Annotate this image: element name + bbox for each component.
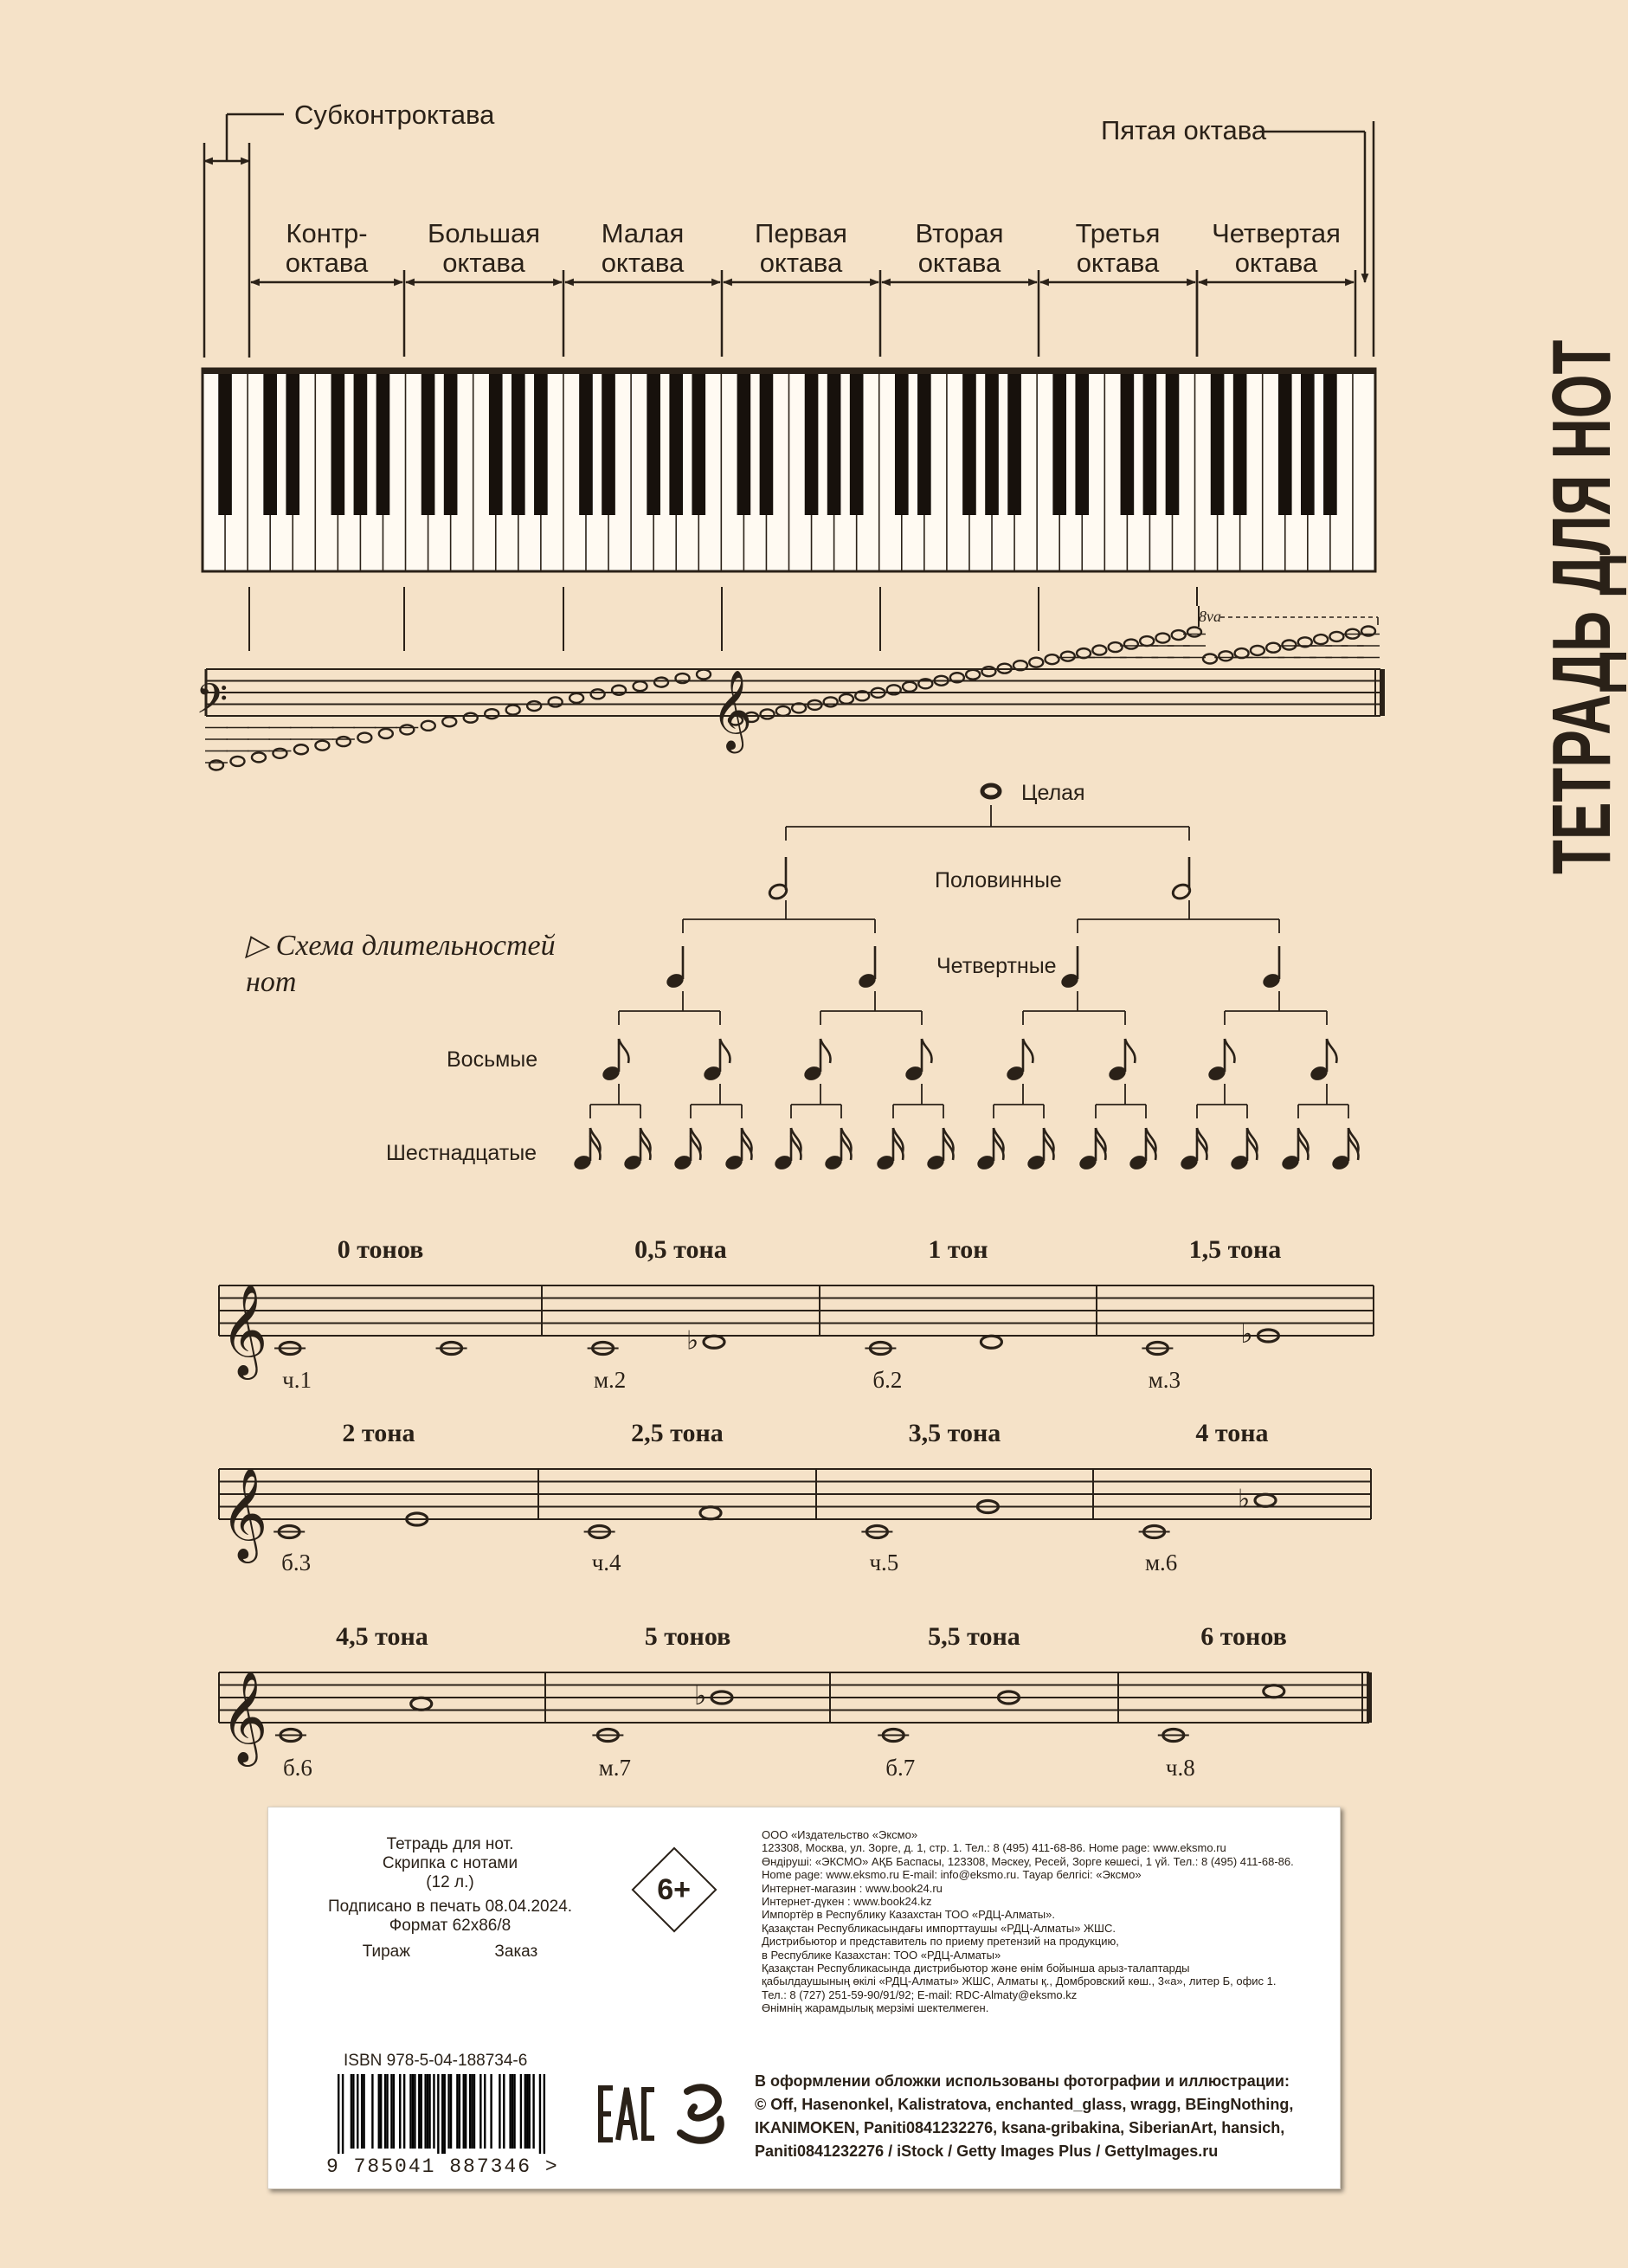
- barcode-bar: [490, 2074, 492, 2149]
- flat-sign-icon: ♭: [693, 1681, 707, 1711]
- interval-name-label: м.3: [1148, 1367, 1181, 1393]
- barcode-bar: [371, 2074, 373, 2149]
- flat-sign-icon: ♭: [1238, 1484, 1251, 1515]
- product-format: Формат 62x86/8: [389, 1917, 512, 1935]
- note-flag: [1146, 1136, 1155, 1160]
- interval-name-label: м.7: [598, 1755, 632, 1781]
- whole-note-icon: [982, 785, 1000, 797]
- interval-name-label: ч.1: [282, 1367, 312, 1393]
- interval-tones-label: 5,5 тона: [928, 1622, 1020, 1651]
- barcode-bar: [384, 2074, 386, 2149]
- range-note-head: [840, 694, 853, 704]
- barcode-bar: [499, 2074, 500, 2149]
- sixteenth-note-icon: [925, 1128, 954, 1172]
- barcode-bar: [544, 2074, 545, 2154]
- black-key: [331, 369, 345, 515]
- black-key: [895, 369, 909, 515]
- sixteenth-note-icon: [622, 1128, 651, 1172]
- octave-label-line2: октава: [1076, 248, 1160, 278]
- range-note-head: [761, 709, 775, 718]
- note-flag: [1023, 1039, 1033, 1063]
- barcode-bar: [513, 2074, 515, 2149]
- octave-label-line2: октава: [759, 248, 843, 278]
- interval-name-label: б.2: [872, 1367, 903, 1393]
- half-notes-label: Половинные: [935, 868, 1062, 892]
- note-flag: [820, 1039, 830, 1063]
- interval-tones-label: 1 тон: [928, 1235, 988, 1264]
- interval-tones-label: 2,5 тона: [631, 1419, 724, 1447]
- barcode-bar: [399, 2074, 401, 2149]
- interval-tones-label: 4,5 тона: [336, 1622, 428, 1651]
- black-key: [917, 369, 931, 515]
- legal-line: 123308, Москва, ул. Зорге, д. 1, стр. 1. Тел.: 8 (495) 411-68-86. Home page: www.eksmo.ru: [762, 1841, 1226, 1855]
- barcode-bar: [471, 2074, 473, 2149]
- black-key: [985, 369, 999, 515]
- range-note-head: [1061, 652, 1075, 661]
- range-note-head: [824, 697, 838, 706]
- credit-line: В оформлении обложки использованы фотографии и иллюстрации:: [755, 2072, 1290, 2090]
- range-note-head: [294, 744, 308, 754]
- product-sheets: (12 л.): [426, 1873, 474, 1891]
- black-key: [286, 369, 299, 515]
- barcode-bar: [473, 2074, 475, 2149]
- range-note-head: [1077, 648, 1091, 658]
- eighth-note-icon: [1005, 1039, 1033, 1083]
- eac-certification-icon: [597, 2083, 658, 2145]
- half-note-icon: [768, 857, 788, 901]
- range-note-head: [1046, 654, 1059, 664]
- octave-label-line2: октава: [601, 248, 685, 278]
- note-flag: [640, 1136, 650, 1160]
- piano-keyboard: [203, 369, 1375, 571]
- interval-name-label: ч.5: [869, 1550, 899, 1575]
- range-note-head: [1283, 641, 1297, 650]
- note-flag: [1096, 1136, 1105, 1160]
- black-key: [421, 369, 435, 515]
- barcode-bar: [447, 2074, 449, 2149]
- note-flag: [791, 1136, 801, 1160]
- note-flag: [1327, 1039, 1336, 1063]
- black-key: [1007, 369, 1021, 515]
- cover-credits: [755, 2070, 1326, 2163]
- sixteenth-note-icon: [672, 1128, 701, 1172]
- black-key: [1233, 369, 1247, 515]
- barcode-bar: [459, 2074, 460, 2149]
- intervals-section: [219, 1235, 1374, 1781]
- octave-label-line1: Малая: [601, 218, 685, 248]
- black-key: [444, 369, 458, 515]
- legal-line: Тел.: 8 (727) 251-59-90/91/92; E-mail: RDC-Almaty@eksmo.kz: [762, 1988, 1078, 2001]
- range-note-head: [634, 681, 647, 691]
- legal-line: в Республике Казахстан: ТОО «РДЦ-Алматы»: [762, 1948, 1001, 1962]
- range-note-head: [315, 741, 329, 751]
- sixteenth-notes-label: Шестнадцатые: [386, 1141, 537, 1165]
- whole-note-label: Целая: [1021, 781, 1085, 805]
- publisher-legal-text: [762, 1828, 1316, 2015]
- range-note-head: [230, 757, 244, 766]
- barcode-bar: [342, 2074, 344, 2154]
- sixteenth-note-icon: [975, 1128, 1004, 1172]
- order-label: Заказ: [494, 1943, 538, 1961]
- eksmo-logo-icon: [675, 2081, 729, 2150]
- range-note-head: [966, 670, 980, 680]
- note-flag: [1125, 1039, 1135, 1063]
- barcode-bar: [409, 2074, 411, 2149]
- barcode-bar: [463, 2074, 465, 2149]
- range-note-head: [1187, 628, 1201, 637]
- octave-label-line2: октава: [917, 248, 1001, 278]
- range-note-head: [569, 693, 583, 703]
- sixteenth-note-icon: [1179, 1128, 1207, 1172]
- black-key: [1052, 369, 1066, 515]
- black-key: [669, 369, 683, 515]
- note-flag: [1044, 1136, 1053, 1160]
- range-note-head: [1172, 630, 1186, 640]
- sixteenth-note-icon: [1280, 1128, 1309, 1172]
- whole-note-head: [704, 1336, 724, 1348]
- sixteenth-note-icon: [1078, 1128, 1106, 1172]
- barcode-bar: [433, 2074, 434, 2149]
- black-key: [1278, 369, 1292, 515]
- range-note-head: [421, 721, 435, 731]
- sixteenth-note-icon: [823, 1128, 852, 1172]
- black-key: [827, 369, 841, 515]
- black-key: [489, 369, 503, 515]
- range-note-head: [357, 733, 371, 743]
- range-note-head: [1203, 654, 1217, 664]
- range-note-head: [612, 686, 626, 695]
- interval-name-label: б.6: [282, 1755, 312, 1781]
- eighth-note-icon: [802, 1039, 831, 1083]
- note-duration-tree: [572, 785, 1359, 1172]
- barcode-bar: [484, 2074, 486, 2149]
- product-info: [320, 1835, 580, 1962]
- bass-clef-icon: 𝄢: [196, 674, 228, 733]
- note-flag: [590, 1136, 600, 1160]
- black-key: [602, 369, 615, 515]
- flat-sign-icon: ♭: [686, 1325, 699, 1356]
- quarter-note-icon: [1059, 946, 1080, 990]
- octave-label-line1: Вторая: [915, 218, 1004, 248]
- sixteenth-note-icon: [1330, 1128, 1359, 1172]
- range-note-head: [1155, 634, 1169, 643]
- range-note-head: [1029, 658, 1043, 667]
- note-flag: [1225, 1039, 1234, 1063]
- note-flag: [994, 1136, 1003, 1160]
- interval-row: [219, 1419, 1371, 1575]
- barcode-bar: [524, 2074, 526, 2149]
- barcode-bar: [427, 2074, 428, 2149]
- black-key: [962, 369, 976, 515]
- note-flag: [619, 1039, 628, 1063]
- product-title: Тетрадь для нот.: [386, 1835, 514, 1853]
- interval-row: [219, 1235, 1374, 1393]
- black-key: [760, 369, 774, 515]
- black-key: [1211, 369, 1225, 515]
- black-key: [1301, 369, 1315, 515]
- barcode-digits: 9 785041 887346 >: [326, 2155, 559, 2178]
- interval-name-label: м.2: [593, 1367, 627, 1393]
- barcode-bar: [529, 2074, 531, 2149]
- barcode-bar: [479, 2074, 481, 2149]
- signed-date: Подписано в печать 08.04.2024.: [327, 1898, 573, 1916]
- product-subtitle: Скрипка с нотами: [382, 1854, 518, 1872]
- barcode-bar: [363, 2074, 364, 2149]
- eighth-note-icon: [1207, 1039, 1235, 1083]
- legal-line: Интернет-магазин : www.book24.ru: [762, 1881, 943, 1895]
- octave-label-line1: Четвертая: [1212, 218, 1341, 248]
- ottava-mark: 8va: [1199, 608, 1221, 625]
- barcode-bar: [414, 2074, 415, 2149]
- range-note-head: [1109, 642, 1123, 652]
- barcode-bar: [418, 2074, 420, 2149]
- sixteenth-note-icon: [1128, 1128, 1156, 1172]
- black-key: [737, 369, 751, 515]
- range-note-head: [506, 706, 520, 715]
- eighth-note-icon: [1309, 1039, 1337, 1083]
- range-note-head: [1140, 636, 1154, 646]
- range-note-head: [485, 709, 499, 718]
- credit-line: Paniti0841232276 / iStock / Getty Images Plus / GettyImages.ru: [755, 2142, 1219, 2160]
- sixteenth-note-icon: [572, 1128, 601, 1172]
- black-key: [1323, 369, 1337, 515]
- whole-note-head: [411, 1698, 432, 1710]
- barcode-bar: [450, 2074, 452, 2149]
- sixteenth-note-icon: [1026, 1128, 1054, 1172]
- barcode-bar: [338, 2074, 339, 2154]
- interval-tones-label: 0 тонов: [337, 1235, 424, 1264]
- barcode-bar: [469, 2074, 471, 2149]
- eighth-note-icon: [1107, 1039, 1136, 1083]
- octave-label-line2: октава: [1234, 248, 1318, 278]
- barcode-bar: [352, 2074, 354, 2149]
- half-note-icon: [1171, 857, 1192, 901]
- range-note-head: [400, 725, 414, 734]
- note-flag: [943, 1136, 953, 1160]
- barcode-bar: [386, 2074, 388, 2149]
- barcode-bar: [428, 2074, 430, 2149]
- black-key: [263, 369, 277, 515]
- black-key: [647, 369, 660, 515]
- range-note-head: [1124, 640, 1138, 649]
- legal-line: Интернет-дүкен : www.book24.kz: [762, 1895, 932, 1909]
- octave-label-line1: Контр-: [286, 218, 368, 248]
- note-flag: [1247, 1136, 1257, 1160]
- interval-tones-label: 2 тона: [342, 1419, 415, 1447]
- black-key: [1143, 369, 1157, 515]
- range-note-head: [1329, 632, 1343, 641]
- barcode: [338, 2074, 554, 2154]
- black-key: [354, 369, 368, 515]
- black-key: [850, 369, 864, 515]
- sixteenth-note-icon: [724, 1128, 752, 1172]
- barcode-bar: [532, 2074, 534, 2149]
- age-rating-badge: 6+: [632, 1847, 717, 1933]
- duration-scheme-caption: ▷ Схема длительностей нот: [246, 930, 556, 998]
- barcode-bar: [424, 2074, 426, 2149]
- barcode-bar: [456, 2074, 458, 2149]
- barcode-bar: [361, 2074, 363, 2149]
- barcode-bar: [465, 2074, 467, 2149]
- barcode-bar: [412, 2074, 414, 2149]
- barcode-bar: [509, 2074, 511, 2149]
- barcode-bar: [351, 2074, 352, 2149]
- flat-sign-icon: ♭: [1240, 1319, 1253, 1350]
- octave-label-line1: Большая: [427, 218, 541, 248]
- legal-line: Дистрибьютор и представитель по приему претензий на продукцию,: [762, 1935, 1119, 1949]
- legal-line: Қазақстан Республикасындағы импорттаушы «РДЦ-Алматы» ЖШС.: [762, 1921, 1116, 1935]
- interval-name-label: б.3: [281, 1550, 312, 1575]
- octave-label-line1: Первая: [755, 218, 847, 248]
- interval-tones-label: 3,5 тона: [908, 1419, 1001, 1447]
- barcode-bar: [520, 2074, 522, 2149]
- range-note-head: [527, 701, 541, 711]
- eighth-note-icon: [702, 1039, 730, 1083]
- fifth-octave-label: Пятая октава: [1101, 115, 1267, 145]
- barcode-bar: [403, 2074, 405, 2149]
- whole-note-head: [700, 1507, 721, 1519]
- black-key: [1075, 369, 1089, 515]
- barcode-bar: [539, 2074, 541, 2154]
- barcode-bar: [441, 2074, 443, 2154]
- triangle-bullet-icon: ▷: [246, 930, 276, 962]
- black-key: [692, 369, 705, 515]
- eighth-notes-label: Восьмые: [447, 1047, 538, 1072]
- barcode-bar: [526, 2074, 528, 2149]
- barcode-bar: [380, 2074, 382, 2149]
- interval-name-label: ч.8: [1165, 1755, 1195, 1781]
- note-flag: [1348, 1136, 1358, 1160]
- interval-name-label: б.7: [885, 1755, 916, 1781]
- sixteenth-note-icon: [875, 1128, 904, 1172]
- range-note-head: [273, 749, 286, 758]
- barcode-bar: [437, 2074, 439, 2154]
- imprint-box: [267, 1807, 1341, 2189]
- isbn-number: ISBN 978-5-04-188734-6: [344, 2052, 528, 2070]
- interval-tones-label: 5 тонов: [644, 1622, 731, 1651]
- range-note-head: [442, 717, 456, 726]
- range-note-head: [1235, 648, 1249, 658]
- eighth-note-icon: [601, 1039, 629, 1083]
- legal-line: Өндіруші: «ЭКСМО» АҚБ Баспасы, 123308, Мәскеу, Ресей, Зорге көшесі, 1 үй. Тел.: 8 (495) 411-68-86.: [762, 1854, 1294, 1868]
- range-note-head: [1314, 635, 1328, 644]
- treble-clef-icon: 𝄞: [221, 1283, 268, 1376]
- note-flag: [841, 1136, 851, 1160]
- range-note-head: [549, 697, 563, 706]
- note-flag: [1298, 1136, 1308, 1160]
- interval-name-label: м.6: [1144, 1550, 1178, 1575]
- black-key: [218, 369, 232, 515]
- credit-line: IKANIMOKEN, Paniti0841232276, ksana-gribakina, SiberianArt, hansich,: [755, 2119, 1285, 2136]
- range-note-head: [379, 729, 393, 738]
- interval-name-label: ч.4: [591, 1550, 621, 1575]
- legal-line: Өнімнің жарамдылық мерзімі шектелмеген.: [762, 2001, 989, 2015]
- octave-label-line2: октава: [285, 248, 369, 278]
- quarter-note-icon: [1261, 946, 1282, 990]
- treble-clef-icon: 𝄞: [711, 669, 753, 750]
- range-note-head: [337, 737, 351, 746]
- note-flag: [922, 1039, 931, 1063]
- quarter-notes-label: Четвертные: [936, 954, 1057, 978]
- barcode-bar: [378, 2074, 380, 2149]
- black-key: [512, 369, 525, 515]
- quarter-note-icon: [665, 946, 685, 990]
- black-key: [534, 369, 548, 515]
- sixteenth-note-icon: [1229, 1128, 1258, 1172]
- treble-clef-icon: 𝄞: [221, 1466, 268, 1559]
- whole-note-head: [981, 1336, 1001, 1348]
- whole-note-head: [1255, 1494, 1276, 1506]
- legal-line: қабылдаушының өкілі «РДЦ-Алматы» ЖШС, Алматы қ., Домбровский көш., 3«а», литер Б, офис 1.: [762, 1975, 1277, 1988]
- barcode-bar: [444, 2074, 446, 2154]
- interval-tones-label: 4 тона: [1195, 1419, 1269, 1447]
- note-flag: [720, 1039, 730, 1063]
- sixteenth-note-icon: [773, 1128, 801, 1172]
- treble-clef-icon: 𝄞: [221, 1670, 268, 1762]
- barcode-bar: [503, 2074, 505, 2149]
- range-note-head: [464, 713, 478, 723]
- legal-line: Импортёр в Республику Казахстан ТОО «РДЦ-Алматы».: [762, 1908, 1055, 1922]
- interval-tones-label: 6 тонов: [1200, 1622, 1287, 1651]
- range-note-head: [209, 761, 223, 770]
- credit-line: © Off, Hasenonkel, Kalistratova, enchanted_glass, wragg, BEingNothing,: [755, 2096, 1294, 2113]
- range-note-head: [1092, 646, 1106, 655]
- subcontra-octave-label: Субконтроктава: [294, 100, 495, 130]
- black-key: [1166, 369, 1180, 515]
- interval-tones-label: 0,5 тона: [634, 1235, 727, 1264]
- interval-tones-label: 1,5 тона: [1188, 1235, 1282, 1264]
- range-note-head: [591, 689, 605, 699]
- legal-line: Қазақстан Республикасында дистрибьютор және өнім бойынша арыз-талаптарды: [762, 1962, 1190, 1975]
- legal-line: Home page: www.eksmo.ru E-mail: info@eksmo.ru. Тауар белгісі: «Эксмо»: [762, 1868, 1142, 1882]
- octave-label-line1: Третья: [1075, 218, 1161, 248]
- octave-labels: [286, 218, 1341, 278]
- note-flag: [893, 1136, 903, 1160]
- legal-line: ООО «Издательство «Эксмо»: [762, 1828, 918, 1841]
- quarter-note-icon: [857, 946, 878, 990]
- note-flag: [691, 1136, 700, 1160]
- range-note-head: [776, 706, 790, 716]
- range-note-head: [1266, 643, 1280, 653]
- black-key: [805, 369, 819, 515]
- barcode-bar: [357, 2074, 358, 2149]
- spine-title: ТЕТРАДЬ ДЛЯ НОТ: [1535, 339, 1628, 874]
- barcode-bar: [421, 2074, 422, 2149]
- eighth-note-icon: [904, 1039, 932, 1083]
- black-key: [376, 369, 390, 515]
- whole-note-head: [1264, 1685, 1284, 1698]
- range-note-head: [654, 678, 668, 687]
- barcode-bar: [390, 2074, 392, 2149]
- range-note-head: [981, 667, 995, 676]
- range-note-head: [1251, 646, 1264, 655]
- octave-label-line2: октава: [442, 248, 525, 278]
- print-run-label: Тираж: [362, 1943, 410, 1961]
- range-note-head: [697, 670, 711, 680]
- black-key: [579, 369, 593, 515]
- barcode-bar: [393, 2074, 395, 2149]
- barcode-bar: [512, 2074, 513, 2149]
- note-flag: [1197, 1136, 1207, 1160]
- black-key: [1121, 369, 1135, 515]
- interval-row: [219, 1622, 1369, 1781]
- range-note-head: [1219, 651, 1232, 660]
- range-note-head: [252, 752, 266, 762]
- note-flag: [742, 1136, 751, 1160]
- range-note-head: [903, 682, 917, 692]
